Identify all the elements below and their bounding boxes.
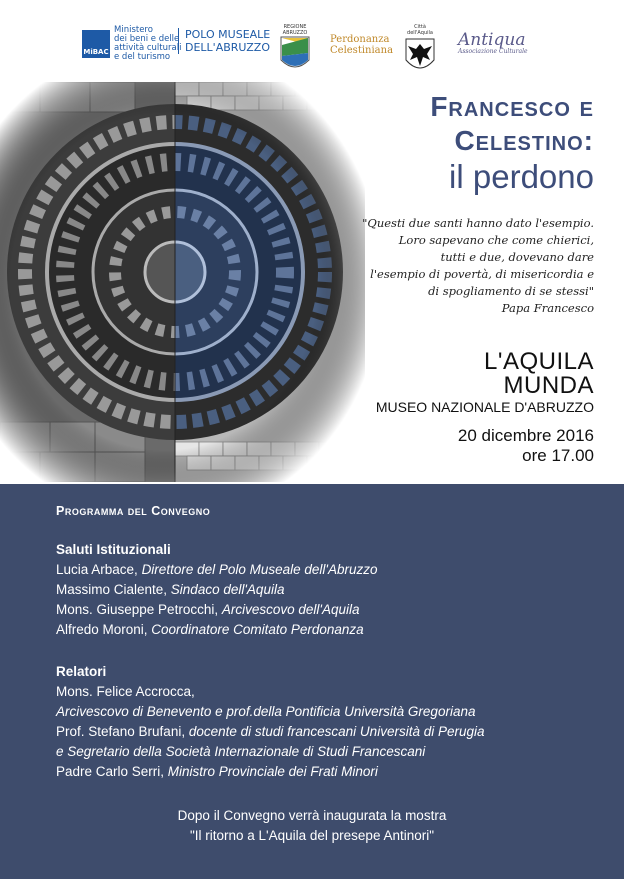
museum: MUSEO NAZIONALE D'ABRUZZO	[375, 399, 594, 415]
poster-title: Francesco e Celestino: il perdono	[430, 91, 594, 195]
perdonanza-logo: Perdonanza Celestiniana	[330, 34, 394, 56]
saluti-section	[56, 540, 378, 640]
relatore-item: Padre Carlo Serri, Ministro Provinciale dei Frati Minori	[56, 764, 378, 779]
antiqua-logo: Antiqua Associazione Culturale	[458, 30, 528, 55]
mibac-text: Ministero dei beni e delle attività culturali e del turismo	[114, 25, 182, 62]
event-location	[376, 350, 594, 466]
saluti-item: Mons. Giuseppe Petrocchi, Arcivescovo dell'Aquila	[56, 602, 360, 617]
saluti-item: Lucia Arbace, Direttore del Polo Museale dell'Abruzzo	[56, 562, 378, 577]
quote-author: Papa Francesco	[501, 301, 594, 315]
relatori-heading: Relatori	[56, 664, 107, 679]
mibac-logo	[82, 26, 186, 62]
programma-heading: Programma del Convegno	[56, 504, 211, 518]
eagle-crest-icon	[402, 36, 438, 76]
saluti-item: Massimo Cialente, Sindaco dell'Aquila	[56, 582, 285, 597]
relatore-item: Prof. Stefano Brufani, docente di studi francescani Università di Perugia	[56, 724, 485, 739]
event-date: 20 dicembre 2016	[457, 426, 594, 445]
saluti-heading: Saluti Istituzionali	[56, 542, 171, 557]
pope-quote: "Questi due santi hanno dato l'esempio. Loro sapevano che come chierici, tutti e due, dovevano dare l'esempio di povertà, di misericordia e di spogliamento di se stessi" Papa Francesco	[274, 215, 594, 317]
polo-museale-logo: POLO MUSEALE DELL'ABRUZZO	[178, 28, 270, 54]
closing-note: Dopo il Convegno verrà inaugurata la mostra "Il ritorno a L'Aquila del presepe Antinori"	[177, 808, 447, 843]
regione-shield-icon	[280, 36, 310, 74]
regione-abruzzo-logo: REGIONE ABRUZZO	[280, 24, 310, 78]
relatore-role: Arcivescovo di Benevento e prof.della Pontificia Università Gregoriana	[56, 704, 476, 719]
event-time: ore 17.00	[522, 446, 594, 465]
saluti-item: Alfredo Moroni, Coordinatore Comitato Perdonanza	[56, 622, 364, 637]
venue: MUNDA	[503, 372, 594, 399]
relatore-role: e Segretario della Società Internazionale di Studi Francescani	[56, 744, 426, 759]
mibac-icon: MiBAC	[82, 30, 110, 58]
city: L'AQUILA	[484, 348, 594, 375]
programma-band	[0, 484, 624, 879]
logo-strip	[0, 22, 624, 82]
citta-aquila-logo: Città dell'Aquila	[402, 24, 438, 80]
relatore-item: Mons. Felice Accrocca,	[56, 684, 195, 699]
relatori-section	[56, 662, 485, 782]
